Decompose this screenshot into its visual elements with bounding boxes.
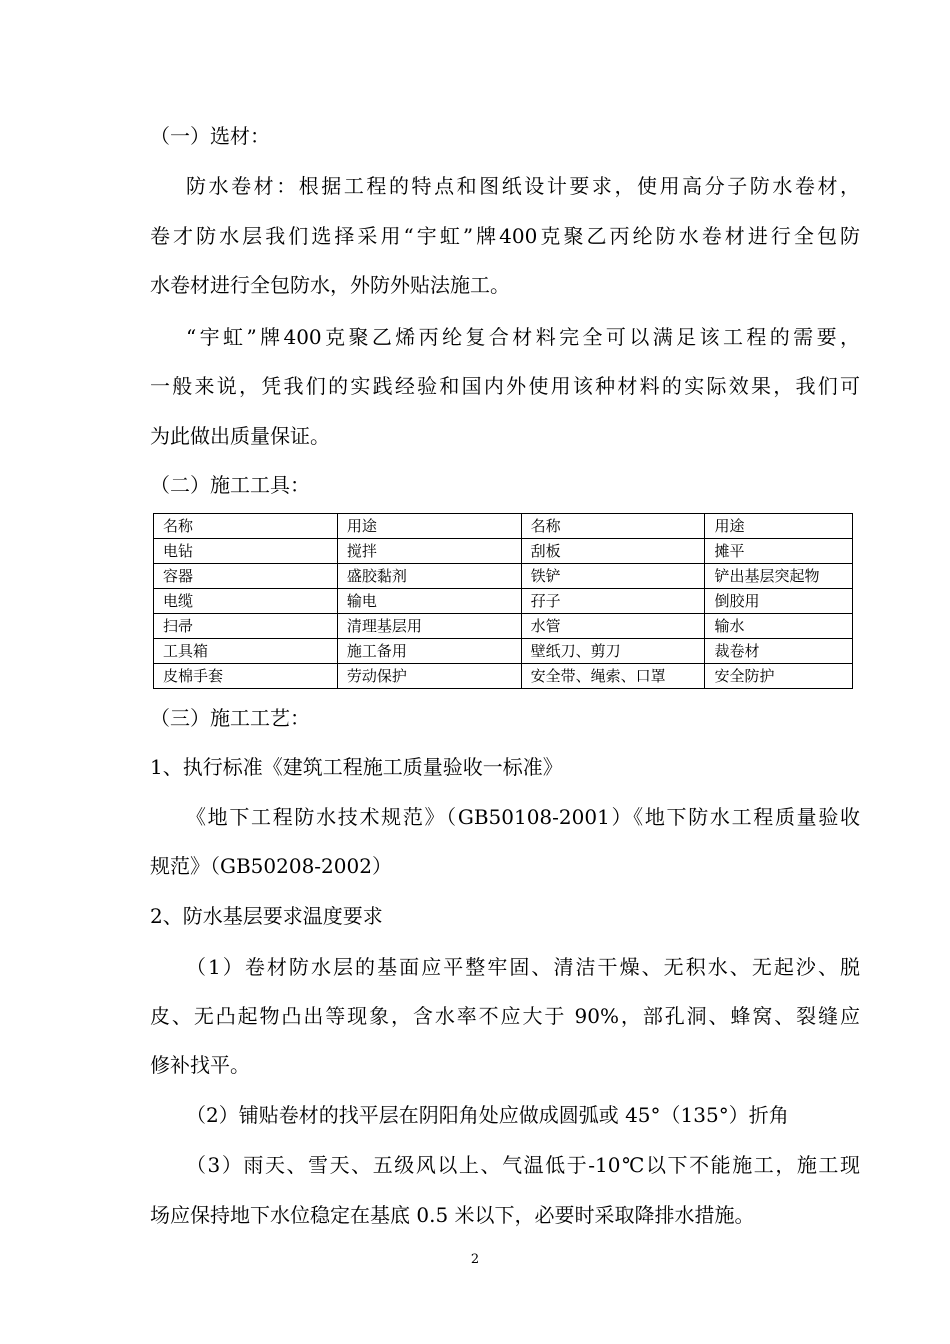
section-1-paragraph-2-line-3: 为此做出质量保证。: [150, 424, 330, 448]
table-cell: 输电: [337, 589, 521, 614]
table-row: [154, 614, 853, 639]
table-row: [154, 589, 853, 614]
table-cell: 劳动保护: [337, 664, 521, 689]
table-row: [154, 639, 853, 664]
tools-table: [153, 513, 853, 689]
table-cell: 裁卷材: [705, 639, 853, 664]
sub-item-3-line-2: 场应保持地下水位稳定在基底 0.5 米以下，必要时采取降排水措施。: [150, 1203, 755, 1227]
table-cell: 铁铲: [521, 564, 705, 589]
sub-item-2: （2）铺贴卷材的找平层在阴阳角处应做成圆弧或 45°（135°）折角: [186, 1103, 789, 1127]
table-cell: 盛胶黏剂: [337, 564, 521, 589]
table-cell: 摊平: [705, 539, 853, 564]
sub-item-3-line-1: （3）雨天、雪天、五级风以上、气温低于-10℃以下不能施工，施工现: [186, 1153, 860, 1177]
item-1-standards-line-1: 《地下工程防水技术规范》（GB50108-2001）《地下防水工程质量验收: [186, 805, 860, 829]
table-row: [154, 539, 853, 564]
table-row: [154, 664, 853, 689]
table-cell: 皮棉手套: [154, 664, 338, 689]
sub-item-1-line-2: 皮、无凸起物凸出等现象，含水率不应大于 90%，部孔洞、蜂窝、裂缝应: [150, 1004, 860, 1028]
table-cell: 工具箱: [154, 639, 338, 664]
section-1-paragraph-2-line-2: 一般来说，凭我们的实践经验和国内外使用该种材料的实际效果，我们可: [150, 374, 860, 398]
table-cell: 容器: [154, 564, 338, 589]
table-cell: 倒胶用: [705, 589, 853, 614]
table-cell: 电缆: [154, 589, 338, 614]
section-1-heading: （一）选材：: [150, 124, 270, 148]
table-cell: 电钻: [154, 539, 338, 564]
table-cell: 壁纸刀、剪刀: [521, 639, 705, 664]
table-cell: 孖子: [521, 589, 705, 614]
item-1-standards-line-2: 规范》（GB50208-2002）: [150, 854, 392, 878]
section-1-paragraph-1-line-1: 防水卷材：根据工程的特点和图纸设计要求，使用高分子防水卷材，: [186, 174, 860, 198]
section-1-paragraph-1-line-3: 水卷材进行全包防水，外防外贴法施工。: [150, 273, 510, 297]
table-row: [154, 564, 853, 589]
table-cell: 施工备用: [337, 639, 521, 664]
table-header-cell: 名称: [154, 514, 338, 539]
table-cell: 铲出基层突起物: [705, 564, 853, 589]
table-cell: 清理基层用: [337, 614, 521, 639]
item-2-heading: 2、防水基层要求温度要求: [150, 904, 383, 928]
table-header-cell: 名称: [521, 514, 705, 539]
item-1-heading: 1、执行标准《建筑工程施工质量验收一标准》: [150, 755, 563, 779]
section-3-heading: （三）施工工艺：: [150, 706, 310, 730]
table-header-cell: 用途: [337, 514, 521, 539]
section-1-paragraph-2-line-1: “宇虹”牌400克聚乙烯丙纶复合材料完全可以满足该工程的需要，: [186, 325, 860, 349]
table-cell: 安全带、绳索、口罩: [521, 664, 705, 689]
page-number: 2: [470, 1252, 480, 1267]
table-cell: 搅拌: [337, 539, 521, 564]
sub-item-1-line-3: 修补找平。: [150, 1053, 250, 1077]
table-cell: 输水: [705, 614, 853, 639]
table-header-cell: 用途: [705, 514, 853, 539]
table-cell: 安全防护: [705, 664, 853, 689]
table-cell: 刮板: [521, 539, 705, 564]
table-cell: 水管: [521, 614, 705, 639]
section-2-heading: （二）施工工具：: [150, 473, 310, 497]
table-header-row: [154, 514, 853, 539]
section-1-paragraph-1-line-2: 卷才防水层我们选择采用“宇虹”牌400克聚乙丙纶防水卷材进行全包防: [150, 224, 860, 248]
table-cell: 扫帚: [154, 614, 338, 639]
sub-item-1-line-1: （1）卷材防水层的基面应平整牢固、清洁干燥、无积水、无起沙、脱: [186, 955, 860, 979]
